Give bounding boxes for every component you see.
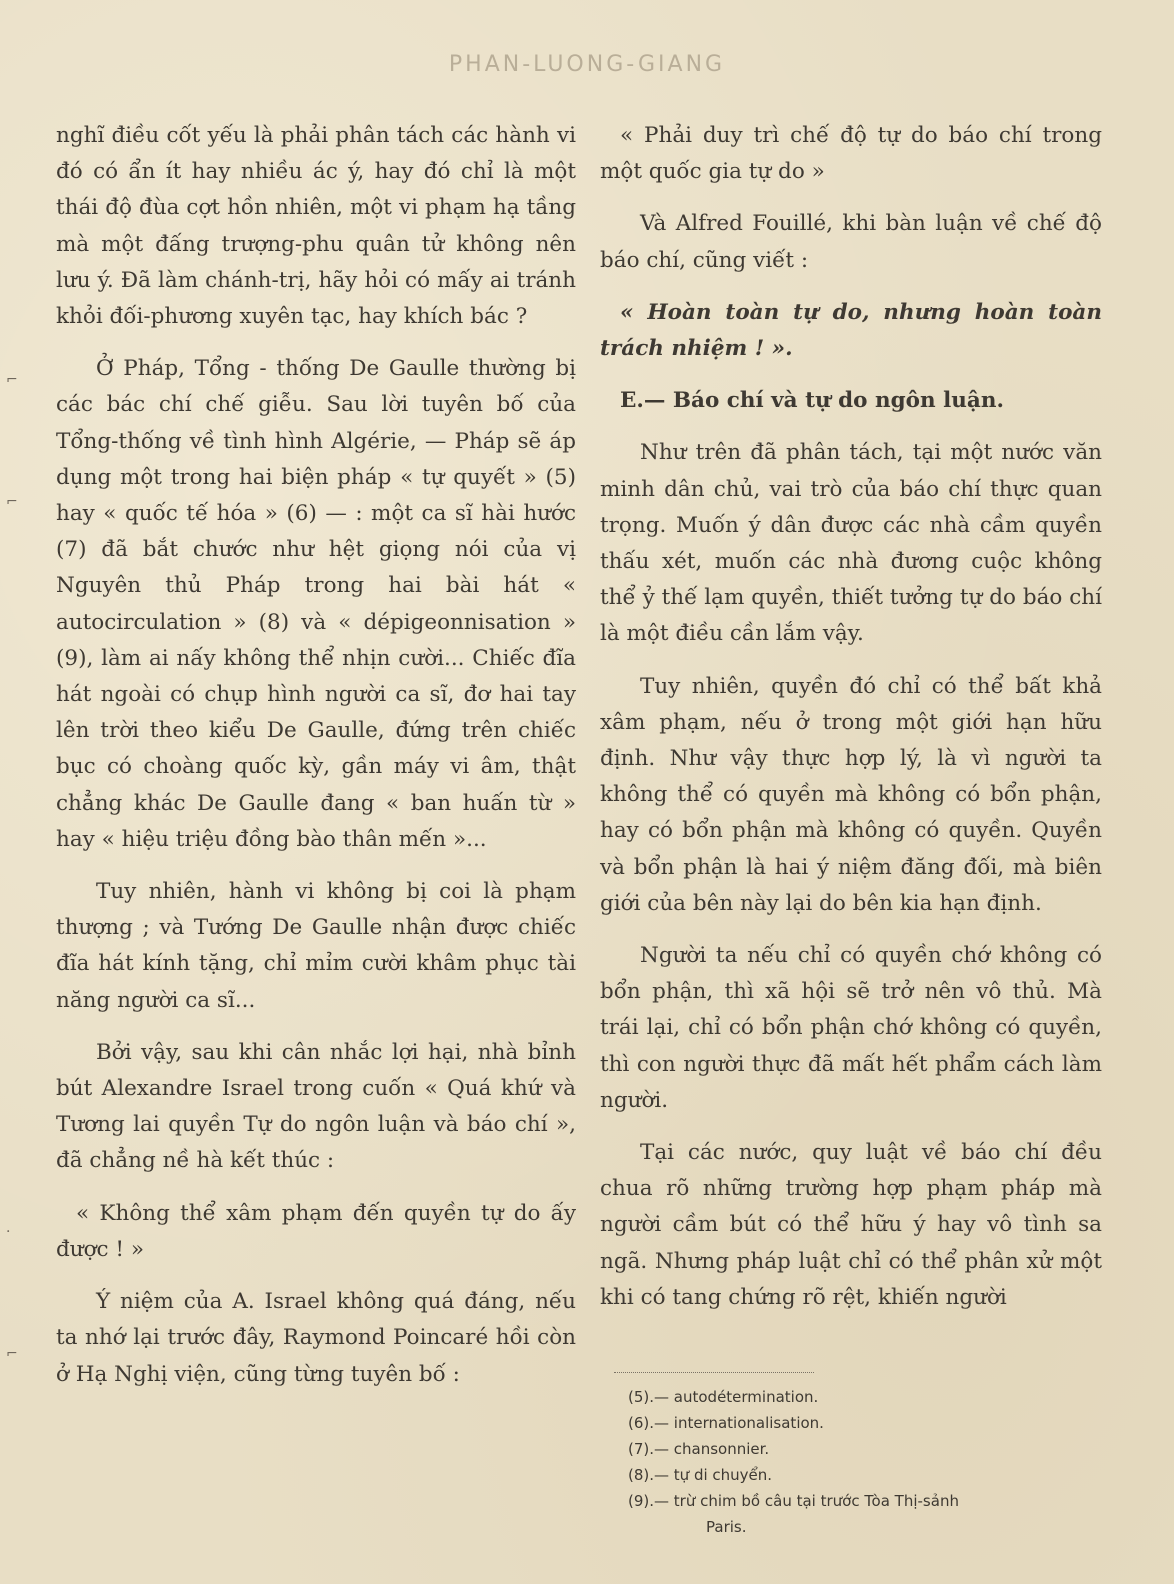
quote: « Phải duy trì chế độ tự do báo chí trong một quốc gia tự do » [600, 123, 1102, 185]
quote: « Hoàn toàn tự do, nhưng hoàn toàn trách nhiệm ! ». [600, 299, 1102, 362]
margin-mark: ⌐ [6, 372, 18, 388]
margin-mark: · [6, 1224, 11, 1240]
footnote: (6).— internationalisation. [628, 1414, 824, 1432]
footnotes [628, 1384, 1128, 1540]
right-column [600, 118, 1102, 1332]
margin-mark: ⌐ [6, 1346, 18, 1362]
quote: « Không thể xâm phạm đến quyền tự do ấy được ! » [56, 1200, 576, 1262]
margin-mark: ⌐ [6, 494, 18, 510]
footnote: (8).— tự di chuyển. [628, 1466, 773, 1484]
running-head: PHAN-LUONG-GIANG [448, 52, 726, 77]
paragraph: Bởi vậy, sau khi cân nhắc lợi hại, nhà bỉnh bút Alexandre Israel trong cuốn « Quá khứ và Tương lai quyền Tự do ngôn luận và báo chí », đã chẳng nề hà kết thúc : [56, 1039, 576, 1174]
left-column [56, 118, 576, 1409]
footnote-continuation: Paris. [706, 1518, 747, 1536]
paragraph: nghĩ điều cốt yếu là phải phân tách các hành vi đó có ẩn ít hay nhiều ác ý, hay đó chỉ là một thái độ đùa cợt hồn nhiên, một vi phạm hạ tầng mà một đấng trượng-phu quân tử không nên lưu ý. Đã làm chánh-trị, hãy hỏi có mấy ai tránh khỏi đối-phương xuyên tạc, hay khích bác ? [56, 123, 576, 330]
footnote: (5).— autodétermination. [628, 1388, 819, 1406]
paragraph: Tại các nước, quy luật về báo chí đều chua rõ những trường hợp phạm pháp mà người cầm bút có thể hữu ý hay vô tình sa ngã. Nhưng pháp luật chỉ có thể phân xử một khi có tang chứng rõ rệt, khiến người [600, 1140, 1102, 1310]
footnote: (9).— trừ chim bồ câu tại trước Tòa Thị-sảnh [628, 1492, 959, 1510]
paragraph: Người ta nếu chỉ có quyền chớ không có bổn phận, thì xã hội sẽ trở nên vô thủ. Mà trái lại, chỉ có bổn phận chớ không có quyền, thì con người thực đã mất hết phẩm cách làm người. [600, 943, 1102, 1113]
paragraph: Ý niệm của A. Israel không quá đáng, nếu ta nhớ lại trước đây, Raymond Poincaré hồi còn ở Hạ Nghị viện, cũng từng tuyên bố : [56, 1289, 576, 1387]
paragraph: Tuy nhiên, quyền đó chỉ có thể bất khả xâm phạm, nếu ở trong một giới hạn hữu định. Như vậy thực hợp lý, là vì người ta không thể có quyền mà không có bổn phận, hay có bổn phận mà không có quyền. Quyền và bổn phận là hai ý niệm đăng đối, mà biên giới của bên này lại do bên kia hạn định. [600, 673, 1102, 916]
paragraph: Ở Pháp, Tổng - thống De Gaulle thường bị các bác chí chế giễu. Sau lời tuyên bố của Tổng-thống về tình hình Algérie, — Pháp sẽ áp dụng một trong hai biện pháp « tự quyết » (5) hay « quốc tế hóa » (6) — : một ca sĩ hài hước (7) đã bắt chước như hệt giọng nói của vị Nguyên thủ Pháp trong hai bài hát « autocirculation » (8) và « dépigeonnisation » (9), làm ai nấy không thể nhịn cười... Chiếc đĩa hát ngoài có chụp hình người ca sĩ, đơ hai tay lên trời theo kiểu De Gaulle, đứng trên chiếc bục có choàng quốc kỳ, gần máy vi âm, thật chẳng khác De Gaulle đang « ban huấn từ » hay « hiệu triệu đồng bào thân mến »... [56, 356, 576, 852]
paragraph: Và Alfred Fouillé, khi bàn luận về chế độ báo chí, cũng viết : [600, 211, 1102, 273]
section-heading: E.— Báo chí và tự do ngôn luận. [620, 388, 1004, 414]
paragraph: Tuy nhiên, hành vi không bị coi là phạm thượng ; và Tướng De Gaulle nhận được chiếc đĩa hát kính tặng, chỉ mỉm cười khâm phục tài năng người ca sĩ... [56, 879, 576, 1013]
paragraph: Như trên đã phân tách, tại một nước văn minh dân chủ, vai trò của báo chí thực quan trọng. Muốn ý dân được các nhà cầm quyền thấu xét, muốn các nhà đương cuộc không thể ỷ thế lạm quyền, thiết tưởng tự do báo chí là một điều cần lắm vậy. [600, 440, 1102, 647]
footnote: (7).— chansonnier. [628, 1440, 770, 1458]
footnote-divider [614, 1372, 814, 1373]
